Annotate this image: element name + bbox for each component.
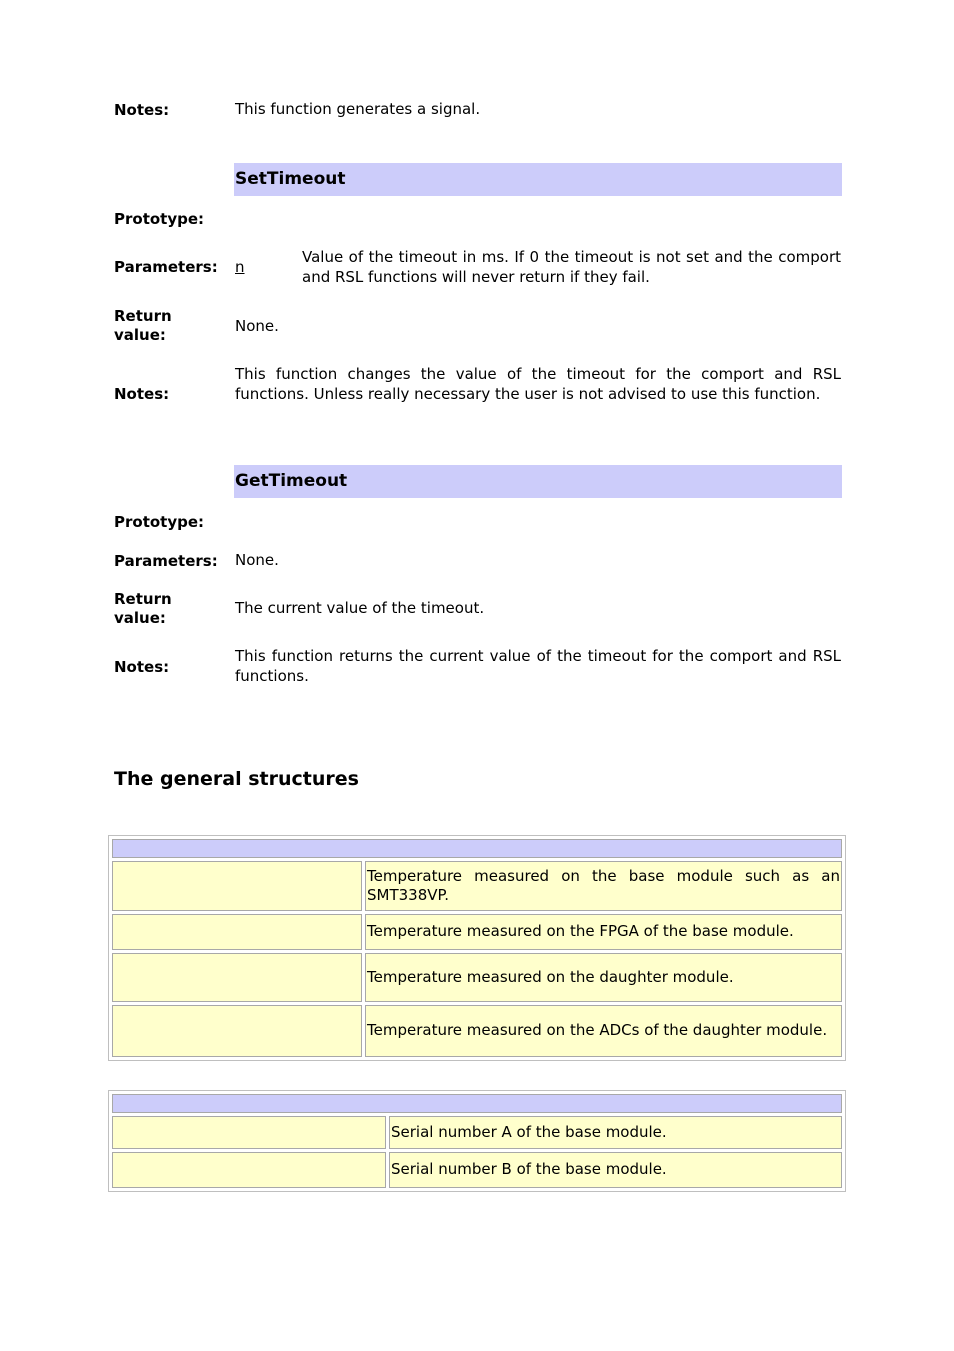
table-cell-field [112,1116,386,1149]
settimeout-return-text: None. [235,317,279,335]
table-row [112,1116,842,1149]
table-cell-desc: Temperature measured on the FPGA of the base module. [365,914,842,950]
gettimeout-parameters-text: None. [235,551,279,569]
table-row [112,861,842,911]
settimeout-param-name: n [235,258,245,276]
gettimeout-return-text: The current value of the timeout. [235,599,485,617]
table-cell-desc: Temperature measured on the daughter module. [365,953,842,1002]
table-row [112,1152,842,1188]
intro-notes-text: This function generates a signal. [235,100,481,118]
settimeout-param-desc: Value of the timeout in ms. If 0 the timeout is not set and the comport and RSL functions will never return if they fail. [302,248,841,286]
gettimeout-heading: GetTimeout [234,465,842,498]
settimeout-notes-label: Notes: [114,385,170,403]
table-cell-field [112,1005,362,1057]
settimeout-parameters-label: Parameters: [114,258,218,276]
table-row [112,953,842,1002]
table-cell-desc: Temperature measured on the ADCs of the daughter module. [365,1005,842,1057]
gettimeout-notes-text: This function returns the current value of the timeout for the comport and RSL functions. [235,647,841,685]
notes-label: Notes: [114,101,170,119]
structure-table-2 [108,1090,846,1192]
table-cell-desc: Serial number A of the base module. [389,1116,842,1149]
gettimeout-parameters-label: Parameters: [114,552,218,570]
gettimeout-return-label: Return value: [114,590,172,627]
table-row [112,914,842,950]
table-cell-desc: Serial number B of the base module. [389,1152,842,1188]
gettimeout-notes-label: Notes: [114,658,170,676]
section-title: The general structures [114,768,359,790]
structure-table-1 [108,835,846,1061]
table-cell-field [112,861,362,911]
table-header [112,839,842,858]
table-cell-field [112,1152,386,1188]
settimeout-heading: SetTimeout [234,163,842,196]
settimeout-notes-text: This function changes the value of the timeout for the comport and RSL functions. Unless really necessary the user is not advised to use this function. [235,365,841,403]
table-cell-field [112,914,362,950]
table-row [112,1005,842,1057]
settimeout-prototype-label: Prototype: [114,210,205,228]
table-cell-field [112,953,362,1002]
table-header [112,1094,842,1113]
table-cell-desc: Temperature measured on the base module such as an SMT338VP. [365,861,842,911]
gettimeout-prototype-label: Prototype: [114,513,205,531]
settimeout-return-label: Return value: [114,307,172,344]
